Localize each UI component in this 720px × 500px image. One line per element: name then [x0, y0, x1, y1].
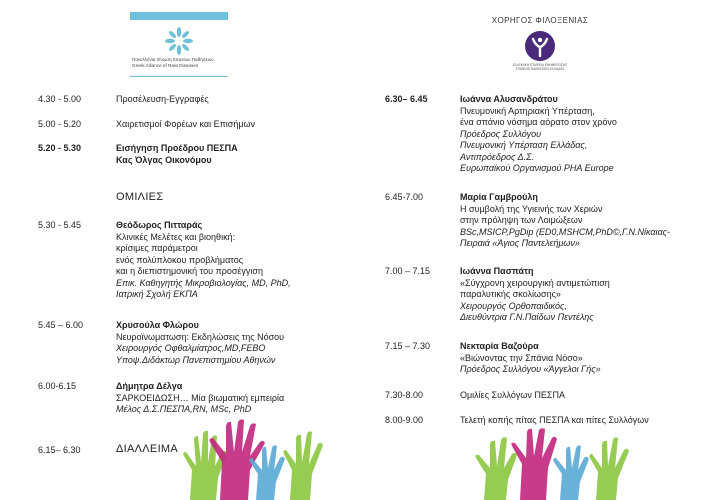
- hand-green-icon: [475, 437, 517, 500]
- talk-title: «Σύγχρονη χειρουργική αντιμετώπιση: [460, 277, 610, 288]
- session-title: Εισήγηση Προέδρου ΠΕΣΠΑ: [116, 143, 238, 153]
- speaker-name: Νεκταρία Βαζούρα: [460, 341, 539, 351]
- talk-title: Νευροϊνωματωση: Εκδηλώσεις της Νόσου: [116, 331, 285, 342]
- speaker-credentials: Μέλος Δ.Σ.ΠΕΣΠΑ,RN, MSc, PhD: [116, 404, 252, 414]
- sponsor-caption: [496, 63, 584, 71]
- speaker-credentials: Χειρουργός Οφθαλμίατρος,MD,FEBO: [116, 343, 266, 353]
- talk-title: και η διεπιστημονική του προσέγγιση: [116, 266, 263, 276]
- talk-title: παραλυτικής σκολίωσης»: [460, 289, 561, 299]
- time-slot: 7.00 – 7.15: [385, 266, 431, 276]
- sponsor-title: ΧΟΡΗΓΟΣ ΦΙΛΟΞΕΝΙΑΣ: [491, 16, 589, 25]
- session-title: Τελετή κοπής πίτας ΠΕΣΠΑ και πίτες Συλλόγων: [460, 415, 649, 425]
- speaker-credentials: Πρόεδρος Συλλόγου «Άγγελοι Γής»: [460, 364, 601, 374]
- hand-magenta-icon: [209, 419, 265, 500]
- hand-green-icon: [183, 431, 227, 500]
- speaker-name: Θεόδωρος Πιτταράς: [116, 220, 203, 230]
- hand-blue-icon: [553, 445, 589, 500]
- speaker-credentials: Αντιπρόεδρος Δ.Σ.: [460, 151, 534, 162]
- talk-title: στην πρόληψη των Λοιμώξεων: [460, 215, 583, 225]
- org-name: [132, 57, 214, 68]
- speaker-credentials: Πειραιά «Άγιος Παντελεήμων»: [460, 238, 580, 248]
- org-emblem-icon: [164, 26, 194, 56]
- section-heading: ΟΜΙΛΙΕΣ: [116, 191, 164, 203]
- speaker-name: Δήμητρα Δέλγα: [116, 381, 183, 391]
- speaker-name: Ιωάννα Πασπάτη: [460, 266, 534, 276]
- speaker-credentials: BSc,MSICP,PgDip (ED0,MSHCM,PhD©,Γ.Ν.Νίκαιας-: [460, 226, 671, 237]
- talk-title: ΣΑΡΚΟΕΙΔΩΣΗ… Μία βιωματική εμπειρία: [116, 392, 285, 403]
- time-slot: 7.30-8.00: [385, 390, 424, 400]
- time-slot: 7.15 – 7.30: [385, 341, 431, 351]
- talk-title: Πνευμονική Αρτηριακή Υπέρταση,: [460, 105, 595, 116]
- decorative-hands-left-illustration: [170, 418, 350, 500]
- time-slot: 6.30– 6.45: [385, 94, 428, 104]
- logo-top-bar: [130, 12, 228, 20]
- talk-title: ενός πολύπλοκου προβλήματος: [116, 254, 244, 265]
- sponsor-caption-line-1: ΕΛΛΗΝΙΚΗ ΕΤΑΙΡΕΙΑ ΕΝΗΜΕΡΩΣΗΣ: [512, 63, 568, 67]
- decorative-hands-right-illustration: [470, 428, 650, 500]
- time-slot: 6.45-7.00: [385, 192, 424, 202]
- speaker-name: Ιωάννα Αλυσανδράτου: [460, 94, 558, 104]
- org-name-english: Greek Alliance of Rare Diseases: [132, 62, 199, 68]
- hand-green-icon: [283, 431, 323, 500]
- talk-title: «Βιώνοντας την Σπάνια Νόσο»: [460, 352, 583, 363]
- time-slot: 5.45 – 6.00: [38, 320, 84, 330]
- break-label: ΔΙΑΛΛΕΙΜΑ: [116, 443, 179, 455]
- session-title: Ομιλίες Συλλόγων ΠΕΣΠΑ: [460, 390, 565, 400]
- logo-bottom-line: [130, 76, 228, 77]
- time-slot: 5.30 - 5.45: [38, 220, 82, 230]
- time-slot: 4.30 - 5.00: [38, 94, 82, 104]
- speaker-credentials: Επικ. Καθηγητής Μικροβιολογίας, MD, PhD,: [116, 277, 291, 288]
- hand-green-icon: [589, 437, 629, 500]
- speaker-credentials: Ιατρική Σχολή ΕΚΠΑ: [116, 289, 198, 299]
- hand-magenta-icon: [511, 428, 557, 500]
- speaker-credentials: Διευθύντρια Γ.Ν.Παίδων Πεντέλης: [460, 312, 594, 322]
- speaker-name: Μαρία Γαμβρούλη: [460, 192, 538, 202]
- org-logo: [130, 12, 228, 72]
- speaker-credentials: Χειρουργός Ορθοπαιδικός,: [460, 300, 567, 311]
- speaker-credentials: Πνευμονική Υπέρταση Ελλάδας,: [460, 140, 588, 150]
- speaker-credentials: Πρόεδρος Συλλόγου: [460, 128, 542, 139]
- time-slot: 8.00-9.00: [385, 415, 424, 425]
- speaker-name: Κας Όλγας Οικονόμου: [116, 154, 212, 165]
- session-title: Προσέλευση-Εγγραφές: [116, 94, 209, 104]
- time-slot: 5.20 - 5.30: [38, 143, 82, 153]
- session-title: Χαιρετισμοί Φορέων και Επισήμων: [116, 119, 256, 129]
- org-name-greek: Πανελλήνια Ένωση Σπανίων Παθήσεων: [132, 57, 214, 62]
- talk-title: ένα σπάνιο νόσημα αόρατο στον χρόνο: [460, 117, 617, 127]
- speaker-credentials: Υποψ.Διδάκτωρ Πανεπιστημίου Αθηνών: [116, 354, 276, 365]
- talk-title: Η συμβολή της Υγιεινής των Χεριών: [460, 203, 603, 214]
- sponsor-logo-icon: [524, 30, 556, 62]
- talk-title: κρίσιμες παράμετροι: [116, 243, 198, 253]
- speaker-name: Χρυσούλα Φλώρου: [116, 320, 199, 330]
- time-slot: 5.00 - 5.20: [38, 119, 82, 129]
- time-slot: 6.00-6.15: [38, 381, 77, 391]
- sponsor-caption-line-2: ΣΠΑΝΙΩΝ ΠΑΘΗΣΕΩΝ ΕΛΛΑΔΑΣ: [515, 67, 565, 71]
- talk-title: Κλινικές Μελέτες και βιοηθική:: [116, 231, 236, 242]
- time-slot: 6.15– 6.30: [38, 445, 81, 455]
- speaker-credentials: Ευρωπαϊκού Οργανισμού PHA Europe: [460, 163, 614, 173]
